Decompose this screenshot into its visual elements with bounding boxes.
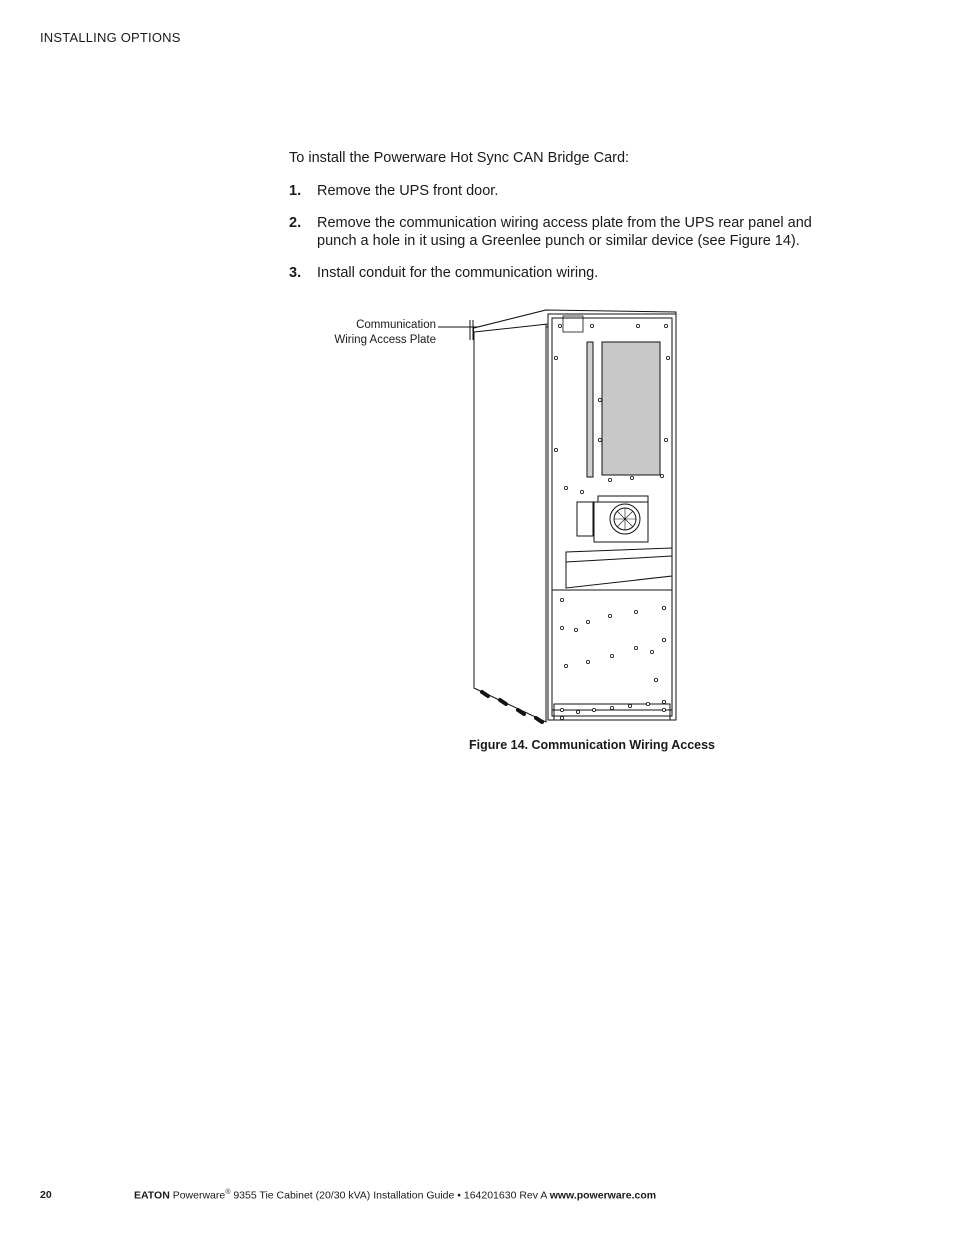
intro-text: To install the Powerware Hot Sync CAN Bridge Card: [289, 150, 630, 166]
brand-name: EATON [134, 1189, 170, 1202]
step-3 [289, 264, 834, 282]
page-header: INSTALLING OPTIONS [40, 30, 181, 45]
step-number: 3. [289, 265, 302, 281]
callout-line-2: Wiring Access Plate [334, 334, 436, 346]
step-text: Install conduit for the communication wiring. [317, 265, 599, 281]
document-title: 9355 Tie Cabinet (20/30 kVA) Installation Guide • 164201630 Rev A [233, 1189, 547, 1202]
filter-panel [602, 342, 660, 475]
website-link[interactable]: www.powerware.com [549, 1189, 657, 1202]
step-text: Remove the UPS front door. [317, 183, 499, 199]
callout-line-1: Communication [356, 319, 436, 331]
document-info [134, 1189, 656, 1202]
step-text: Remove the communication wiring access plate from the UPS rear panel and punch a hole in it using a Greenlee punch or similar device (see Figure 14). [317, 215, 812, 249]
page-number: 20 [40, 1189, 52, 1201]
step-2 [289, 214, 834, 250]
step-number: 2. [289, 215, 302, 231]
rear-slot [587, 342, 593, 477]
registered-mark: ® [225, 1189, 231, 1196]
figure-caption: Figure 14. Communication Wiring Access [469, 738, 716, 752]
step-1 [289, 182, 834, 200]
ups-rear-illustration [330, 300, 750, 735]
step-number: 1. [289, 183, 302, 199]
product-name: Powerware [172, 1189, 226, 1202]
cabinet-side-panel [474, 310, 546, 722]
